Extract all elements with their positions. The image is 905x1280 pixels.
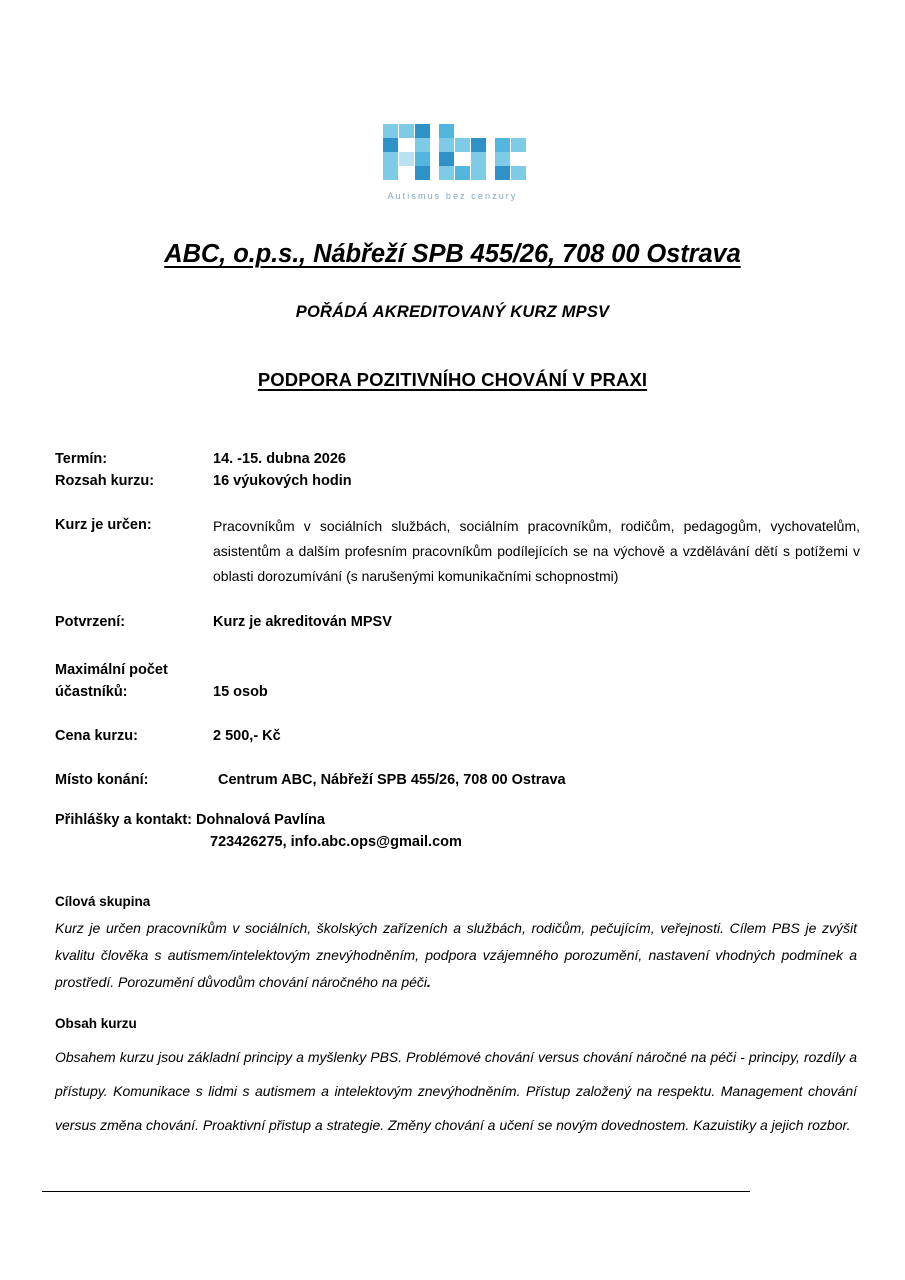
section-body-course-content: Obsahem kurzu jsou základní principy a myšlenky PBS. Problémové chování versus chování náročné na péči - principy, rozdíly a přístupy. Komunikace s lidmi s autismem a intelektovým znevýhodněním. Přístup založený na respektu. Management chování versus změna chování. Proaktivní přistup a strategie. Změny chování a učení se novým dovednostem. Kazuistiky a jejich rozbor. bbox=[55, 1049, 857, 1133]
footer-divider bbox=[42, 1191, 750, 1192]
detail-row-potvrzeni bbox=[55, 611, 860, 633]
organization-title bbox=[0, 240, 905, 269]
detail-label-termin: Termín: bbox=[55, 451, 108, 467]
section-course-content bbox=[55, 1014, 857, 1142]
section-body-target-group bbox=[55, 915, 857, 996]
section-heading-target-group: Cílová skupina bbox=[55, 894, 151, 909]
detail-value-urcen: Pracovníkům v sociálních službách, sociálním pracovníkům, rodičům, pedagogům, vychovatelům, asistentům a dalším profesním pracovníkům podílejících se na výchově a vzdělávání dětí s potížemi v oblasti dorozumívání (s narušenými komunikačními schopnostmi) bbox=[213, 518, 860, 584]
section-body-target-group-text: Kurz je určen pracovníkům v sociálních, školských zařízeních a službách, rodičům, pečujícím, veřejnosti. Cílem PBS je zvýšit kvalitu člověka s autismem/intelektovým znevýhodněním, podpora vzájemného porozumění, nastavení vhodných podmínek a prostředí. Porozumění důvodům chování náročného na péči bbox=[55, 920, 857, 990]
logo-tagline: Autismus bez cenzury bbox=[387, 191, 518, 201]
detail-label-rozsah: Rozsah kurzu: bbox=[55, 473, 155, 489]
page-title-text: PODPORA POZITIVNÍHO CHOVÁNÍ V PRAXI bbox=[257, 369, 648, 390]
course-subtitle: POŘÁDÁ AKREDITOVANÝ KURZ MPSV bbox=[295, 303, 610, 321]
detail-value-cena: 2 500,- Kč bbox=[213, 728, 281, 744]
section-body-target-group-trailing: . bbox=[427, 974, 431, 990]
detail-value-rozsah: 16 výukových hodin bbox=[213, 473, 352, 489]
detail-row-cena bbox=[55, 725, 860, 747]
detail-value-max-ucastniku: 15 osob bbox=[213, 684, 268, 700]
detail-row-max-ucastniku-label bbox=[55, 659, 860, 681]
detail-value-misto: Centrum ABC, Nábřeží SPB 455/26, 708 00 Ostrava bbox=[218, 772, 566, 788]
spacer bbox=[55, 633, 860, 659]
detail-label-misto: Místo konání: bbox=[55, 772, 149, 788]
detail-row-urcen bbox=[55, 514, 860, 589]
organization-title-text: ABC, o.p.s., Nábřeží SPB 455/26, 708 00 Ostrava bbox=[164, 240, 741, 268]
brand-logo bbox=[0, 124, 905, 201]
spacer bbox=[55, 747, 860, 769]
detail-row-termin bbox=[55, 448, 860, 470]
detail-value-termin: 14. -15. dubna 2026 bbox=[213, 451, 346, 467]
detail-row-rozsah bbox=[55, 470, 860, 492]
detail-label-urcen: Kurz je určen: bbox=[55, 517, 152, 533]
spacer bbox=[55, 589, 860, 611]
spacer bbox=[55, 492, 860, 514]
section-target-group bbox=[55, 892, 857, 996]
detail-label-cena: Cena kurzu: bbox=[55, 728, 138, 744]
detail-label-max-ucastniku-line2: účastníků: bbox=[55, 684, 128, 700]
course-details bbox=[55, 448, 860, 853]
contact-name: Přihlášky a kontakt: Dohnalová Pavlína bbox=[55, 812, 325, 828]
spacer bbox=[55, 703, 860, 725]
section-heading-course-content: Obsah kurzu bbox=[55, 1016, 137, 1031]
detail-label-potvrzeni: Potvrzení: bbox=[55, 614, 126, 630]
spacer bbox=[55, 791, 860, 809]
detail-row-max-ucastniku bbox=[55, 681, 860, 703]
detail-value-potvrzeni: Kurz je akreditován MPSV bbox=[213, 614, 392, 630]
contact-phone-email: 723426275, info.abc.ops@gmail.com bbox=[210, 834, 462, 850]
page-title bbox=[0, 369, 905, 391]
detail-label-max-ucastniku-line1: Maximální počet bbox=[55, 662, 168, 678]
detail-row-misto bbox=[55, 769, 860, 791]
abc-logo-icon bbox=[383, 124, 523, 180]
